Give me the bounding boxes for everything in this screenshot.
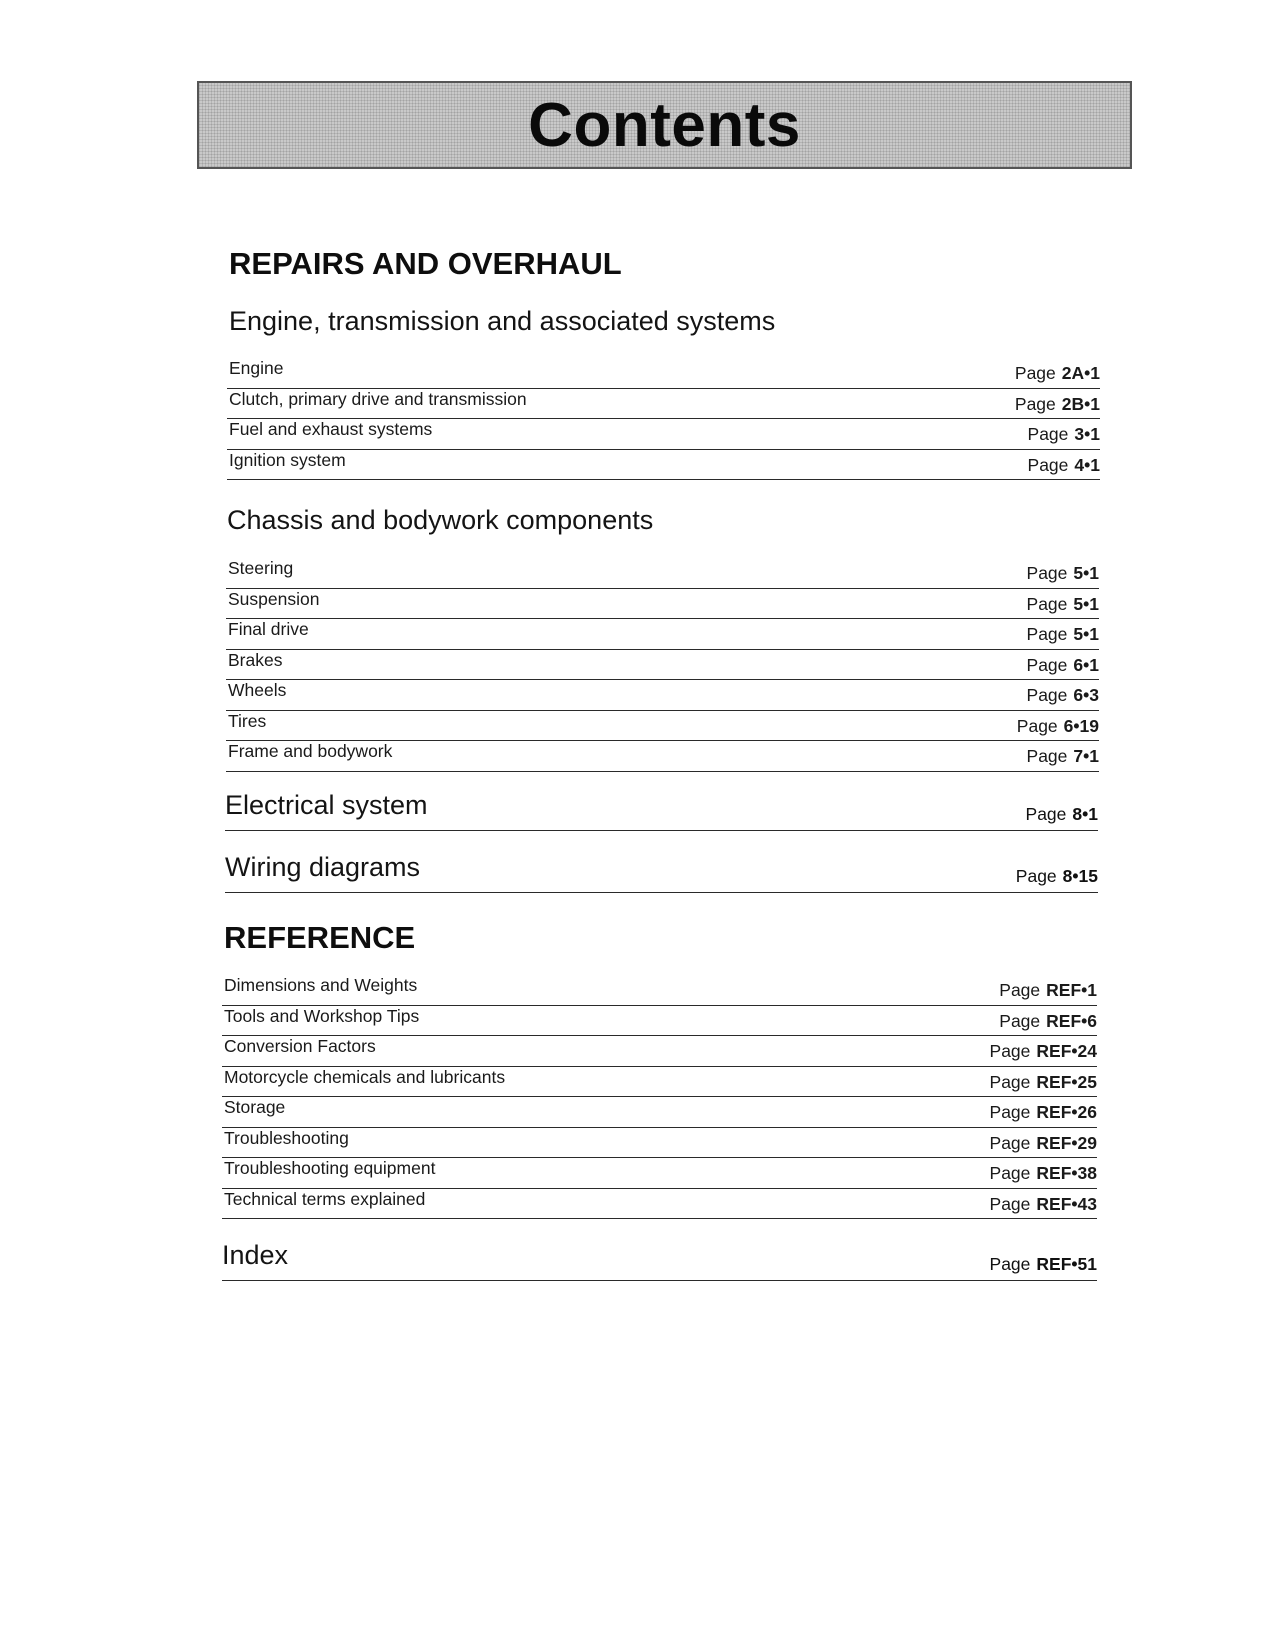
page-word: Page [1026, 624, 1068, 644]
toc-label: Ignition system [229, 449, 346, 470]
page-number: REF•26 [1036, 1102, 1097, 1122]
page-word: Page [999, 1010, 1041, 1031]
toc-label: Tools and Workshop Tips [224, 1005, 420, 1026]
toc-label: Wiring diagrams [225, 852, 421, 882]
page-word: Page [1025, 804, 1067, 824]
reference-toc-list [222, 975, 1097, 1219]
contents-banner [197, 81, 1132, 169]
toc-label: Clutch, primary drive and transmission [229, 388, 527, 409]
page-number: REF•25 [1036, 1071, 1097, 1092]
page-word: Page [1026, 593, 1068, 614]
chassis-group-title: Chassis and bodywork components [227, 505, 654, 535]
page-number: REF•51 [1036, 1254, 1097, 1274]
page-word: Page [1016, 715, 1058, 736]
page-number: REF•38 [1036, 1163, 1097, 1183]
toc-label: Engine [229, 358, 284, 378]
toc-label: Wheels [228, 680, 287, 700]
toc-label: Conversion Factors [224, 1036, 376, 1056]
page-word: Page [989, 1254, 1031, 1274]
page-number: 6•3 [1073, 685, 1099, 705]
page-word: Page [1026, 685, 1068, 705]
toc-label: Brakes [228, 649, 283, 670]
toc-row[interactable] [226, 741, 1099, 772]
toc-label: Troubleshooting [224, 1127, 349, 1148]
page-number: 8•1 [1072, 804, 1098, 824]
toc-label: Dimensions and Weights [224, 975, 418, 995]
toc-row[interactable] [222, 1189, 1097, 1220]
toc-row[interactable] [227, 358, 1100, 389]
page-number: REF•29 [1036, 1132, 1097, 1153]
page-word: Page [1027, 454, 1069, 475]
page-word: Page [1026, 654, 1068, 675]
page-word: Page [989, 1071, 1031, 1092]
toc-label: Tires [228, 710, 267, 731]
page-word: Page [989, 1041, 1031, 1061]
toc-label: Index [222, 1240, 289, 1270]
page-number: REF•43 [1036, 1193, 1097, 1214]
page-number: 2A•1 [1061, 363, 1100, 383]
toc-label: Troubleshooting equipment [224, 1158, 436, 1178]
page-number: 5•1 [1073, 624, 1099, 644]
page-number: 4•1 [1074, 454, 1100, 475]
toc-label: Steering [228, 558, 294, 578]
toc-row[interactable] [222, 975, 1097, 1006]
toc-row[interactable] [227, 389, 1100, 420]
page-word: Page [1026, 563, 1068, 583]
toc-label: Electrical system [225, 790, 428, 820]
page-word: Page [989, 1132, 1031, 1153]
toc-row[interactable] [226, 558, 1099, 589]
page-word: Page [999, 980, 1041, 1000]
toc-label: Storage [224, 1097, 286, 1117]
toc-row-electrical[interactable] [225, 790, 1098, 831]
page-number: REF•1 [1046, 980, 1097, 1000]
toc-label: Frame and bodywork [228, 741, 393, 761]
page-word: Page [1014, 363, 1056, 383]
page-number: 5•1 [1073, 563, 1099, 583]
toc-label: Motorcycle chemicals and lubricants [224, 1066, 506, 1087]
reference-heading: REFERENCE [224, 920, 416, 955]
toc-row[interactable] [222, 1097, 1097, 1128]
page-number: 2B•1 [1061, 393, 1100, 414]
page-word: Page [1027, 424, 1069, 444]
page-title: Contents [528, 90, 801, 160]
toc-row[interactable] [222, 1158, 1097, 1189]
toc-row[interactable] [226, 680, 1099, 711]
toc-row[interactable] [222, 1067, 1097, 1098]
page-number: REF•24 [1036, 1041, 1097, 1061]
toc-row[interactable] [222, 1128, 1097, 1159]
page-word: Page [1015, 866, 1057, 886]
toc-row[interactable] [222, 1006, 1097, 1037]
engine-group-title: Engine, transmission and associated systems [229, 306, 776, 336]
page-number: 7•1 [1073, 746, 1099, 766]
toc-label: Suspension [228, 588, 320, 609]
chassis-toc-list [226, 558, 1099, 772]
toc-row-wiring[interactable] [225, 852, 1098, 893]
toc-label: Fuel and exhaust systems [229, 419, 433, 439]
page-number: 8•15 [1062, 866, 1098, 886]
page-word: Page [1026, 746, 1068, 766]
page-number: 5•1 [1073, 593, 1099, 614]
page-number: 3•1 [1074, 424, 1100, 444]
toc-row-index[interactable] [222, 1240, 1097, 1281]
page-number: REF•6 [1046, 1010, 1097, 1031]
toc-row[interactable] [226, 589, 1099, 620]
page-word: Page [989, 1163, 1031, 1183]
toc-row[interactable] [226, 619, 1099, 650]
toc-row[interactable] [226, 650, 1099, 681]
toc-label: Final drive [228, 619, 309, 639]
page-word: Page [989, 1193, 1031, 1214]
toc-row[interactable] [226, 711, 1099, 742]
page-number: 6•1 [1073, 654, 1099, 675]
toc-row[interactable] [222, 1036, 1097, 1067]
page-number: 6•19 [1063, 715, 1099, 736]
repairs-heading: REPAIRS AND OVERHAUL [229, 246, 622, 281]
toc-label: Technical terms explained [224, 1188, 426, 1209]
toc-row[interactable] [227, 419, 1100, 450]
toc-row[interactable] [227, 450, 1100, 481]
page-word: Page [1014, 393, 1056, 414]
engine-toc-list [227, 358, 1100, 480]
page-word: Page [989, 1102, 1031, 1122]
